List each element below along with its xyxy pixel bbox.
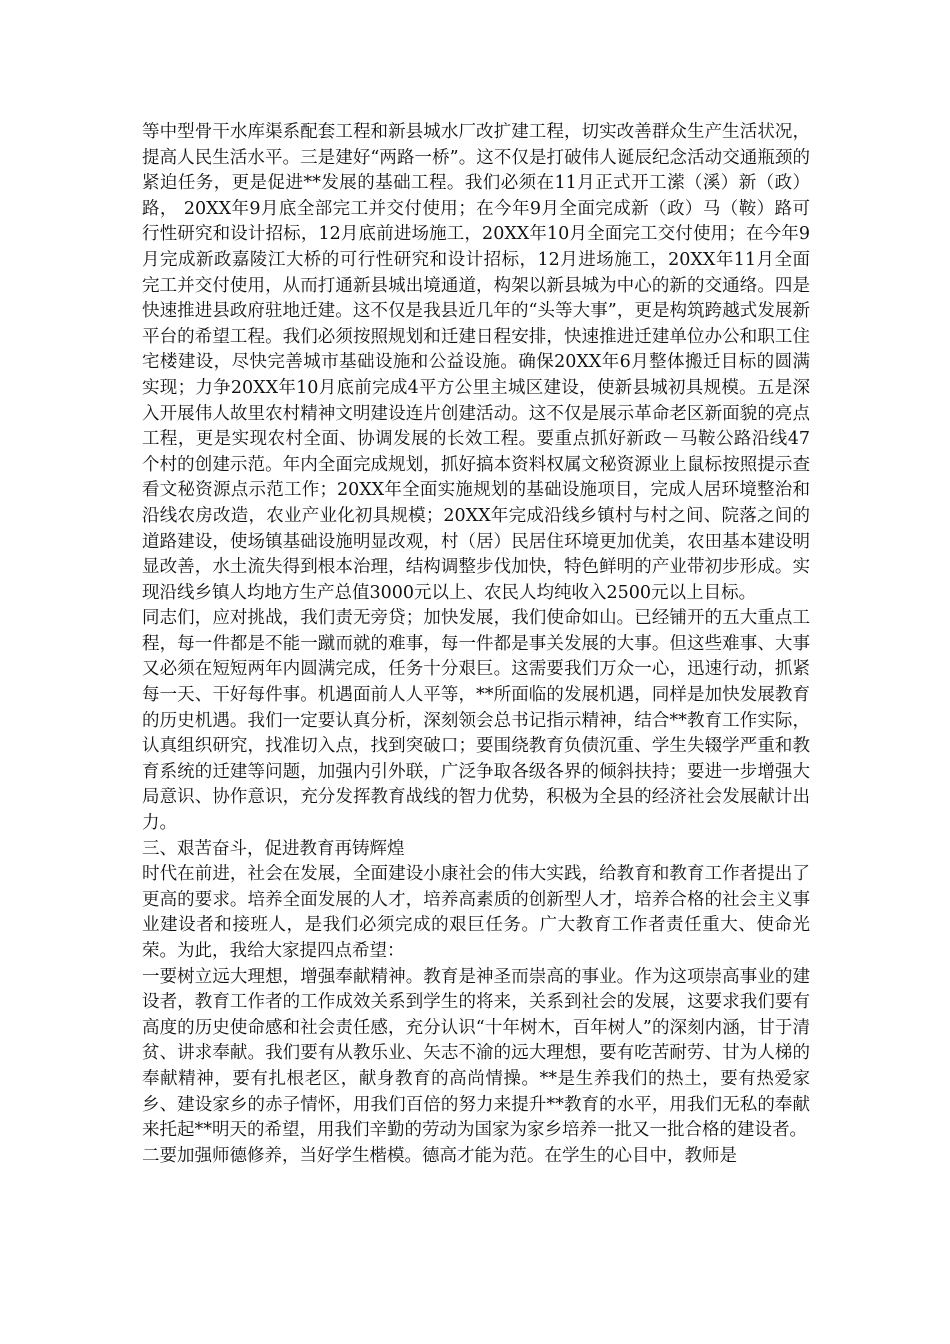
paragraph-5: 二要加强师德修养，当好学生楷模。德高才能为范。在学生的心目中，教师是 <box>142 1145 737 1166</box>
paragraph-1: 等中型骨干水库渠系配套工程和新县城水厂改扩建工程，切实改善群众生产生活状况，提高人民生活水平。三是建好“两路一桥”。这不仅是打破伟人诞辰纪念活动交通瓶颈的紧迫任务，更是促进**发展的基础工程。我们必须在11月正式开工潆（溪）新（政）路， 20XX年9月底全部完工并交付使用；在今年9月全面完成新（政）马（鞍）路可行性研究和设计招标，12月底前进场施工，20XX年10月全面完工交付使用；在今年9月完成新政嘉陵江大桥的可行性研究和设计招标，12月进场施工，20XX年11月全面完工并交付使用，从而打通新县城出境通道，构架以新县城为中心的新的交通络。四是快速推进县政府驻地迁建。这不仅是我县近几年的“头等大事”，更是构筑跨越式发展新平台的希望工程。我们必须按照规划和迁建日程安排，快速推进迁建单位办公和职工住宅楼建设，尽快完善城市基础设施和公益设施。确保20XX年6月整体搬迁目标的圆满实现；力争20XX年10月底前完成4平方公里主城区建设，使新县城初具规模。五是深入开展伟人故里农村精神文明建设连片创建活动。这不仅是展示革命老区新面貌的亮点工程，更是实现农村全面、协调发展的长效工程。要重点抓好新政－马鞍公路沿线47个村的创建示范。年内全面完成规划，抓好搞本资料权属文秘资源业上鼠标按照提示查看文秘资源点示范工作；20XX年全面实施规划的基础设施项目，完成人居环境整治和沿线农房改造，农业产业化初具规模；20XX年完成沿线乡镇村与村之间、院落之间的道路建设，使场镇基础设施明显改观，村（居）民居住环境更加优美，农田基本建设明显改善，水土流失得到根本治理，结构调整步伐加快，特色鲜明的产业带初步形成。实现沿线乡镇人均地方生产总值3000元以上、农民人均纯收入2500元以上目标。 <box>142 122 810 603</box>
paragraph-3: 时代在前进，社会在发展，全面建设小康社会的伟大实践，给教育和教育工作者提出了更高的要求。培养全面发展的人才，培养高素质的创新型人才，培养合格的社会主义事业建设者和接班人，是我们必须完成的艰巨任务。广大教育工作者责任重大、使命光荣。为此，我给大家提四点希望： <box>142 864 810 961</box>
paragraph-4: 一要树立远大理想，增强奉献精神。教育是神圣而崇高的事业。作为这项崇高事业的建设者，教育工作者的工作成效关系到学生的将来，关系到社会的发展，这要求我们要有高度的历史使命感和社会责任感，充分认识“十年树木，百年树人”的深刻内涵，甘于清贫、讲求奉献。我们要有从教乐业、矢志不渝的远大理想，要有吃苦耐劳、甘为人梯的奉献精神，要有扎根老区，献身教育的高尚情操。**是生养我们的热土，要有热爱家乡、建设家乡的赤子情怀，用我们百倍的努力来提升**教育的水平，用我们无私的奉献来托起**明天的希望，用我们辛勤的劳动为国家为家乡培养一批又一批合格的建设者。 <box>142 966 810 1141</box>
paragraph-2: 同志们，应对挑战，我们责无旁贷；加快发展，我们使命如山。已经铺开的五大重点工程，每一件都是不能一蹴而就的难事，每一件都是事关发展的大事。但这些难事、大事又必须在短短两年内圆满完成，任务十分艰巨。这需要我们万众一心，迅速行动，抓紧每一天、干好每件事。机遇面前人人平等，**所面临的发展机遇，同样是加快发展教育的历史机遇。我们一定要认真分析，深刻领会总书记指示精神，结合**教育工作实际，认真组织研究，找准切入点，找到突破口；要围绕教育负债沉重、学生失辍学严重和教育系统的迁建等问题，加强内引外联，广泛争取各级各界的倾斜扶持；要进一步增强大局意识、协作意识，充分发挥教育战线的智力优势，积极为全县的经济社会发展献计出力。 <box>142 608 810 834</box>
document-body <box>142 120 810 1169</box>
section-heading: 三、艰苦奋斗，促进教育再铸辉煌 <box>142 838 405 859</box>
